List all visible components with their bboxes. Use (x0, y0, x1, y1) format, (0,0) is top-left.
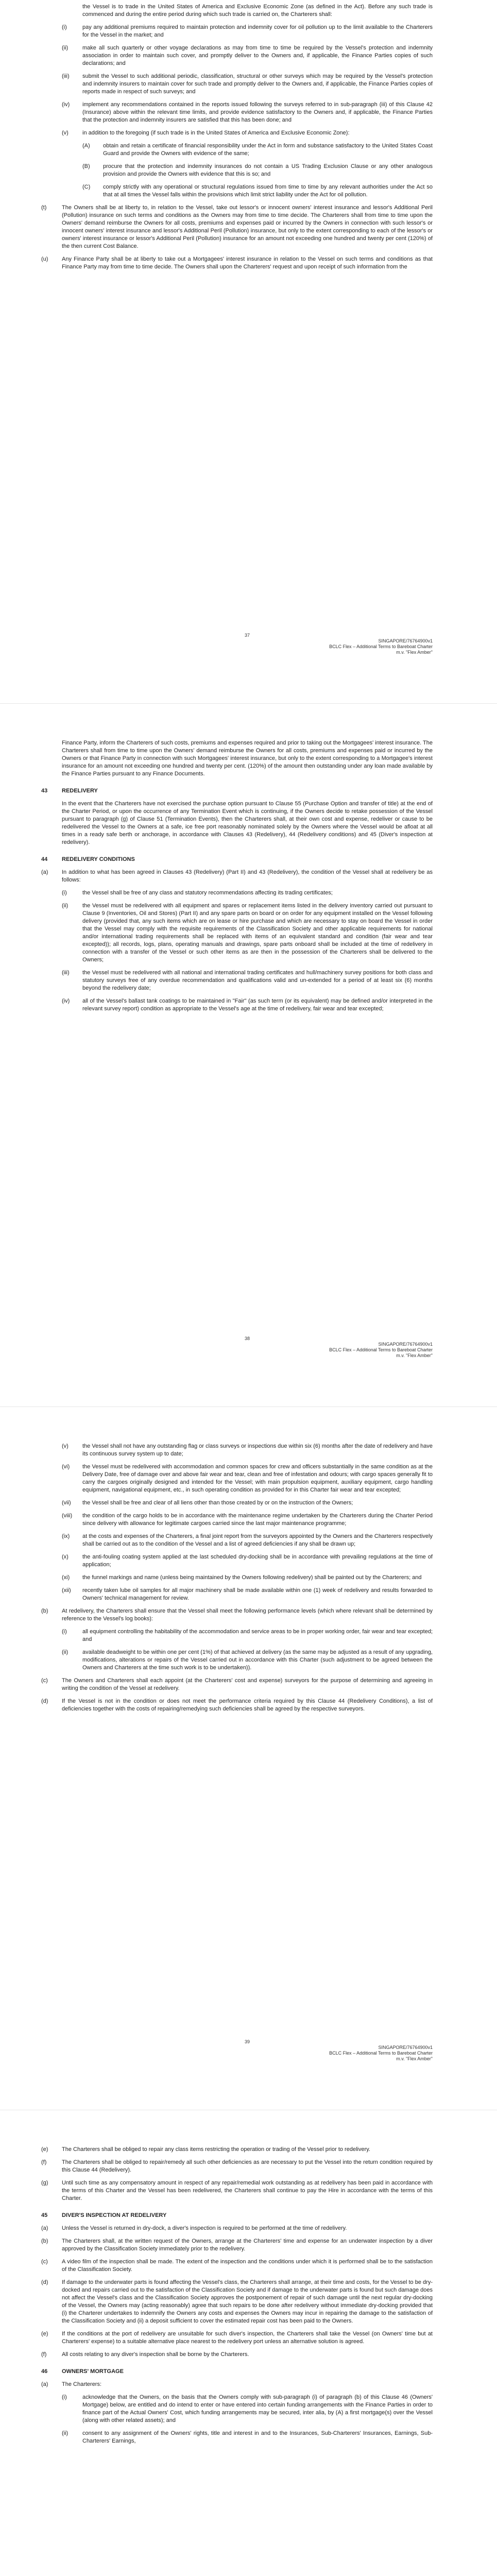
paragraph-label: (c) (41, 1677, 48, 1684)
clause-paragraph (62, 1553, 433, 1569)
paragraph-label: (x) (62, 1554, 68, 1560)
paragraph-label: (ii) (62, 903, 68, 909)
footer-variant: m.v. "Flex Amber" (396, 2056, 433, 2061)
paragraph-label: (d) (41, 1698, 48, 1704)
paragraph-text: the Vessel must be redelivered with all national and international trading certificates and hull/machinery survey positions for both class and statutory surveys free of any overdue recommendation and qualifications valid and un-extended for a period of at least six (6) months beyond the redelivery date; (82, 970, 433, 991)
paragraph-text: acknowledge that the Owners, on the basis that the Owners comply with sub-paragraph (i) of paragraph (b) of this Clause 46 (Owners' Mortgage) below, are entitled and do intend to enter or have entered into certain funding arrangements with the Finance Parties in order to finance part of the Actual Owners' Cost, which funding arrangements may be secured, inter alia, by (A) a first mortgage(s) over the Vessel (along with other related assets); and (82, 2394, 433, 2424)
paragraph-label: (xi) (62, 1574, 70, 1581)
paragraph-text: The Charterers shall be obliged to repair any class items restricting the operation or trading of the Vessel prior to redelivery. (62, 2146, 370, 2153)
paragraph-text: Until such time as any compensatory amount in respect of any repair/remedial work outstanding as at redelivery has been paid in accordance with the terms of this Charter and the Vessel has been redelivered, the Charterers shall continue to pay the Hire in accordance with the terms of this Charter. (62, 2180, 433, 2201)
paragraph-text: Any Finance Party shall be at liberty to take out a Mortgagees' interest insurance in relation to the Vessel on such terms and conditions as that Finance Party may from time to time decide. The Owners shall upon the Charterers' request and upon receipt of such information from the (62, 256, 433, 270)
clause-paragraph (41, 2225, 433, 2232)
paragraph-label: (f) (41, 2351, 47, 2358)
clause-paragraph (41, 2146, 433, 2154)
page-number: 39 (244, 2039, 250, 2044)
paragraph-label: (a) (41, 869, 48, 875)
paragraph-text: A video film of the inspection shall be made. The extent of the inspection and the conditions under which it is performed shall be to the satisfaction of the Classification Society. (62, 2259, 433, 2273)
paragraph-text: All costs relating to any diver's inspection shall be borne by the Charterers. (62, 2351, 249, 2358)
paragraph-text: the Vessel must be redelivered with all equipment and spares or replacement items listed in the delivery inventory carried out pursuant to Clause 9 (Inventories, Oil and Stores) (Part II) and any spare parts on board or on order for any equipment installed on the Vessel following delivery (provided that, any such items which are on lease or hire purchase and which are necessary to stay on board the Vessel in order that the Vessel may comply with the requisite requirements of the Classification Society and other applicable requirements for national and/or international trading requirements shall be replaced with items of an equivalent standard and condition (fair wear and tear excepted)); all records, logs, plans, operating manuals and drawings, spare parts onboard shall be included at the time of redelivery in connection with a transfer of the Vessel or such other items as are then in the possession of the Charterers shall be delivered to the Owners; (82, 903, 433, 963)
clause-paragraph (62, 1533, 433, 1548)
clause-paragraph (62, 1499, 433, 1507)
paragraph-text: The Owners and Charterers shall each appoint (at the Charterers' cost and expense) surveyors for the purpose of determining and agreeing in writing the condition of the Vessel at redelivery. (62, 1677, 433, 1691)
clause-paragraph (62, 129, 433, 137)
paragraph-text: At redelivery, the Charterers shall ensure that the Vessel shall meet the following performance levels (which where relevant shall be determined by reference to the Vessel's log books): (62, 1608, 433, 1622)
clause-paragraph (62, 1649, 433, 1672)
clause-paragraph (62, 889, 433, 897)
clause-paragraph (62, 183, 433, 199)
paragraph-text: In addition to what has been agreed in Clauses 43 (Redelivery) (Part II) and 43 (Redelivery), the condition of the Vessel shall at redelivery be as follows: (62, 869, 433, 883)
clause-heading (41, 2212, 433, 2219)
paragraph-text: the Vessel shall not have any outstanding flag or class surveys or inspections due within six (6) months after the date of redelivery and have its continuous survey system up to date; (82, 1443, 433, 1457)
paragraph-text: submit the Vessel to such additional periodic, classification, structural or other surveys which may be required by the Vessel's protection and indemnity insurers to maintain cover for such trade and promptly deliver to the Owners and, if applicable, the Finance Parties copies of reports made in respect of such surveys; and (82, 73, 433, 95)
paragraph-label: (b) (41, 2238, 48, 2244)
paragraph-label: (u) (41, 256, 48, 262)
clause-paragraph (62, 44, 433, 67)
clause-paragraph (41, 1677, 433, 1692)
clause-paragraph (62, 1574, 433, 1582)
paragraph-label: (iii) (62, 73, 70, 79)
clause-paragraph (62, 1628, 433, 1643)
page-body (41, 739, 433, 1018)
paragraph-text: comply strictly with any operational or structural regulations issued from time to time by any relevant authorities under the Act so that at all times the Vessel falls within the provisions which limit strict liability under the Act for oil pollution. (103, 184, 433, 198)
paragraph-label: (a) (41, 2381, 48, 2387)
paragraph-label: (iv) (62, 101, 70, 108)
clause-heading (41, 787, 433, 795)
paragraph-text: The Charterers shall, at the written request of the Owners, arrange at the Charterers' time and expense for an underwater inspection by a diver approved by the Classification Society immediately prior to the redelivery. (62, 2238, 433, 2252)
paragraph-label: (i) (62, 24, 67, 30)
paragraph-text: in addition to the foregoing (if such trade is in the United States of America and Exclusive Economic Zone): (82, 130, 350, 136)
paragraph-text: Finance Party, inform the Charterers of such costs, premiums and expenses required and prior to taking out the Mortgagees' interest insurance. The Charterers shall from time to time upon the Owners' demand reimburse the Owners for all costs, premiums and expenses paid or incurred by the Owners or that Finance Party in connection with such Mortgagees' interest insurance, but only to the extent corresponding to a Mortgagee's interest insurance for an amount not exceeding one hundred and twenty per cent. (120%) of the amount then outstanding under any loan made available by the Finance Parties pursuant to any Finance Documents. (62, 740, 433, 777)
clause-paragraph (62, 142, 433, 158)
clause-paragraph (41, 1607, 433, 1623)
clause-paragraph (41, 2179, 433, 2202)
paragraph-label: (i) (62, 1629, 67, 1635)
paragraph-label: (iii) (62, 970, 70, 976)
paragraph-text: all equipment controlling the habitability of the accommodation and service areas to be in proper working order, fair wear and tear excepted; and (82, 1629, 433, 1642)
paragraph-label: (e) (41, 2146, 48, 2153)
paragraph-label: (xii) (62, 1587, 71, 1594)
clause-heading (41, 2368, 433, 2376)
page-body (41, 3, 433, 276)
paragraph-label: (c) (41, 2259, 48, 2265)
paragraph-label: (A) (82, 143, 90, 149)
document-page (0, 703, 497, 1406)
clause-paragraph (41, 2258, 433, 2274)
paragraph-label: (ii) (62, 1649, 68, 1655)
paragraph-label: (ii) (62, 45, 68, 51)
paragraph-text: the Vessel shall be free and clear of all liens other than those created by or on the instruction of the Owners; (82, 1500, 353, 1506)
paragraph-text: the Vessel is to trade in the United States of America and Exclusive Economic Zone (as defined in the Act). Before any such trade is commenced and during the entire period during which such trade is carried on, the Charterers shall: (82, 4, 433, 18)
page-number: 38 (244, 1336, 250, 1341)
paragraph-label: (B) (82, 163, 90, 170)
paragraph-text: the Vessel shall be free of any class and statutory recommendations affecting its trading certificates; (82, 890, 333, 896)
paragraph-text: If the Vessel is not in the condition or does not meet the performance criteria required by this Clause 44 (Redelivery Conditions), a list of deficiencies together with the costs of repairing/remedying such deficiencies shall be agreed by the respective surveyors. (62, 1698, 433, 1712)
footer-variant: m.v. "Flex Amber" (396, 650, 433, 655)
clause-paragraph (41, 204, 433, 250)
clause-paragraph (41, 2351, 433, 2359)
clause-paragraph (41, 2279, 433, 2325)
page-body (41, 2146, 433, 2450)
clause-paragraph (41, 1698, 433, 1713)
page-number: 37 (244, 633, 250, 638)
paragraph-label: (f) (41, 2159, 47, 2165)
paragraph-text: obtain and retain a certificate of financial responsibility under the Act in form and substance satisfactory to the United States Coast Guard and provide the Owners with evidence of the same; (103, 143, 433, 157)
document-page (0, 1406, 497, 2110)
footer-subtitle: BCLC Flex – Additional Terms to Bareboat Charter (329, 1347, 433, 1352)
paragraph-label: (d) (41, 2279, 48, 2285)
clause-paragraph (62, 1443, 433, 1458)
paragraph-label: (g) (41, 2180, 48, 2186)
clause-paragraph (41, 2159, 433, 2174)
clause-heading (41, 856, 433, 863)
paragraph-label: (v) (62, 1443, 68, 1449)
paragraph-text: implement any recommendations contained in the reports issued following the surveys referred to in sub-paragraph (iii) of this Clause 42 (Insurance) above within the relevant time limits, and provide evidence satisfactory to the Owners and, if applicable, the Finance Parties that the protection and indemnity insurers are satisfied that this has been done; and (82, 101, 433, 123)
clause-paragraph (41, 256, 433, 271)
paragraph-text: at the costs and expenses of the Charterers, a final joint report from the surveyors appointed by the Owners and the Charterers respectively shall be carried out as to the condition of the Vessel and a list of agreed deficiencies if any shall be drawn up; (82, 1533, 433, 1547)
paragraph-text: available deadweight to be within one per cent (1%) of that achieved at delivery (as the same may be adjusted as a result of any upgrading, modifications, alterations or repairs of the Vessel carried out in accordance with this Charter (such adjustment to be agreed between the Owners and Charterers at the time such work is to be undertaken)). (82, 1649, 433, 1671)
paragraph-label: (a) (41, 2225, 48, 2231)
clause-paragraph (62, 2394, 433, 2425)
clause-number: 43 (41, 788, 48, 794)
page-body (41, 1443, 433, 1718)
paragraph-label: (t) (41, 205, 47, 211)
clause-title: REDELIVERY CONDITIONS (62, 856, 135, 862)
clause-paragraph (62, 739, 433, 778)
paragraph-label: (iv) (62, 998, 70, 1004)
clause-paragraph (41, 2330, 433, 2346)
footer-subtitle: BCLC Flex – Additional Terms to Bareboat Charter (329, 644, 433, 649)
paragraph-text: the anti-fouling coating system applied at the last scheduled dry-docking shall be in accordance with prevailing regulations at the time of application; (82, 1554, 433, 1568)
paragraph-text: the funnel markings and name (unless being maintained by the Owners following redelivery) shall be painted out by the Charterers; and (82, 1574, 422, 1581)
page-footer (62, 2039, 433, 2062)
clause-paragraph (62, 163, 433, 178)
clause-paragraph (62, 800, 433, 846)
paragraph-text: If the conditions at the port of redelivery are unsuitable for such diver's inspection, the Charterers shall take the Vessel (on Owners' time but at Charterers' expense) to a suitable alternative place nearest to the redelivery port unless an alternative solution is agreed. (62, 2331, 433, 2345)
paragraph-text: The Charterers shall be obliged to repair/remedy all such other deficiencies as are necessary to put the Vessel into the return condition required by this Clause 44 (Redelivery). (62, 2159, 433, 2173)
clause-paragraph (62, 73, 433, 96)
paragraph-label: (vii) (62, 1500, 71, 1506)
paragraph-label: (C) (82, 184, 91, 190)
clause-paragraph (41, 2381, 433, 2388)
clause-title: REDELIVERY (62, 788, 98, 794)
paragraph-text: If damage to the underwater parts is found affecting the Vessel's class, the Charterers shall arrange, at their time and costs, for the Vessel to be dry-docked and repairs carried out to the satisfaction of the Classification Society and if damage to the underwater parts is found but such damage does not affect the Vessel's class and the Classification Society approves the postponement of repair of such damage until the next regular dry-docking of the Vessel, the Owners may (acting reasonably) agree that such repairs to be done after redelivery without immediate dry-docking provided that (i) the Charterer undertakes to indemnify the Owners any costs and expenses the Owners may incur in repairing the damage to the satisfaction of the Classification Society and (ii) a deposit sufficient to cover the estimated repair cost has been paid to the Owners. (62, 2279, 433, 2324)
paragraph-text: Unless the Vessel is returned in dry-dock, a diver's inspection is required to be performed at the time of redelivery. (62, 2225, 347, 2231)
footer-ref: SINGAPORE/76764900v1 (378, 1342, 433, 1347)
footer-ref: SINGAPORE/76764900v1 (378, 638, 433, 643)
paragraph-label: (v) (62, 130, 68, 136)
paragraph-text: pay any additional premiums required to maintain protection and indemnity cover for oil pollution up to the limit available to the Charterers for the Vessel in the market; and (82, 24, 433, 38)
paragraph-label: (i) (62, 2394, 67, 2400)
paragraph-text: recently taken lube oil samples for all major machinery shall be made available within one (1) week of redelivery and results forwarded to Owners' technical management for review. (82, 1587, 433, 1601)
paragraph-label: (e) (41, 2331, 48, 2337)
clause-paragraph (41, 2238, 433, 2253)
paragraph-text: In the event that the Charterers have not exercised the purchase option pursuant to Clause 55 (Purchase Option and transfer of title) at the end of the Charter Period, or upon the occurrence of any Termination Event which is continuing, if the Owners decide to retake possession of the Vessel pursuant to paragraph (g) of Clause 51 (Termination Events), then the Charterers shall, at their own cost and expense, redeliver or cause to be redelivered the Vessel to the Owners at a safe, ice free port reasonably nominated solely by the Owners where the Vessel would be afloat at all times in a ready safe berth or anchorage, in accordance with Clauses 43 (Redelivery), 44 (Redelivery conditions) and 45 (Diver's inspection at redelivery). (62, 801, 433, 845)
clause-paragraph (41, 869, 433, 884)
paragraph-text: procure that the protection and indemnity insurances do not contain a US Trading Exclusion Clause or any other analogous provision and provide the Owners with evidence that this is so; and (103, 163, 433, 177)
footer-subtitle: BCLC Flex – Additional Terms to Bareboat Charter (329, 2050, 433, 2056)
clause-title: OWNERS' MORTGAGE (62, 2368, 124, 2375)
clause-paragraph (62, 1512, 433, 1528)
paragraph-text: the Vessel must be redelivered with accommodation and common spaces for crew and officers substantially in the same condition as at the Delivery Date, free of damage over and above fair wear and tear, clean and free of infestation and odours; with cargo spaces generally fit to carry the cargoes originally designed and intended for the Vessel; with main propulsion equipment, auxiliary equipment, cargo handling equipment, navigational equipment, etc., in such operating condition as provided for in this Charter fair wear and tear excepted; (82, 1464, 433, 1493)
clause-paragraph (62, 1587, 433, 1602)
document-page (0, 2110, 497, 2576)
clause-paragraph (62, 24, 433, 39)
clause-paragraph (62, 3, 433, 19)
clause-paragraph (62, 2430, 433, 2445)
footer-variant: m.v. "Flex Amber" (396, 1353, 433, 1358)
clause-number: 46 (41, 2368, 48, 2375)
clause-paragraph (62, 902, 433, 964)
document-page (0, 0, 497, 703)
paragraph-text: The Charterers: (62, 2381, 102, 2387)
clause-paragraph (62, 101, 433, 124)
paragraph-label: (viii) (62, 1513, 73, 1519)
page-footer (62, 1336, 433, 1359)
clause-paragraph (62, 997, 433, 1013)
footer-ref: SINGAPORE/76764900v1 (378, 2045, 433, 2050)
paragraph-text: make all such quarterly or other voyage declarations as may from time to time be required by the Vessel's protection and indemnity association in order to maintain such cover, and promptly deliver to the Owners and, if applicable, the Finance Parties copies of such declarations; and (82, 45, 433, 66)
clause-paragraph (62, 969, 433, 992)
paragraph-text: all of the Vessel's ballast tank coatings to be maintained in "Fair" (as such term (or its equivalent) may be defined and/or interpreted in the relevant survey report) condition as appropriate to the Vessel's age at the time of redelivery, fair wear and tear excepted; (82, 998, 433, 1012)
paragraph-text: the condition of the cargo holds to be in accordance with the maintenance regime undertaken by the Charterers during the Charter Period since delivery with allowance for legitimate cargoes carried since the last major maintenance programme; (82, 1513, 433, 1527)
paragraph-label: (i) (62, 890, 67, 896)
paragraph-text: The Owners shall be at liberty to, in relation to the Vessel, take out lessor's or innocent owners' interest insurance and lessor's Additional Peril (Pollution) insurance on such terms and conditions as the Owners may from time to time decide. The Charterers shall from time to time upon the Owners' demand reimburse the Owners for all costs, premiums and expenses paid or incurred by the Owners in connection with such lessor's or innocent owners' interest insurance and lessor's Additional Peril (Pollution) insurance, but only to the extent corresponding to each of the lessor's or owners' interest insurance or lessor's Additional Peril (Pollution) insurance for an amount not exceeding one hundred and twenty per cent (120%) of the then current Cost Balance. (62, 205, 433, 249)
clause-number: 44 (41, 856, 48, 862)
paragraph-label: (ii) (62, 2430, 68, 2436)
clause-number: 45 (41, 2212, 48, 2218)
clause-title: DIVER'S INSPECTION AT REDELIVERY (62, 2212, 167, 2218)
paragraph-label: (ix) (62, 1533, 70, 1539)
clause-paragraph (62, 1463, 433, 1494)
paragraph-label: (vi) (62, 1464, 70, 1470)
paragraph-label: (b) (41, 1608, 48, 1614)
paragraph-text: consent to any assignment of the Owners' rights, title and interest in and to the Insurances, Sub-Charterers' Insurances, Earnings, Sub-Charterers' Earnings, (82, 2430, 433, 2444)
page-footer (62, 633, 433, 655)
